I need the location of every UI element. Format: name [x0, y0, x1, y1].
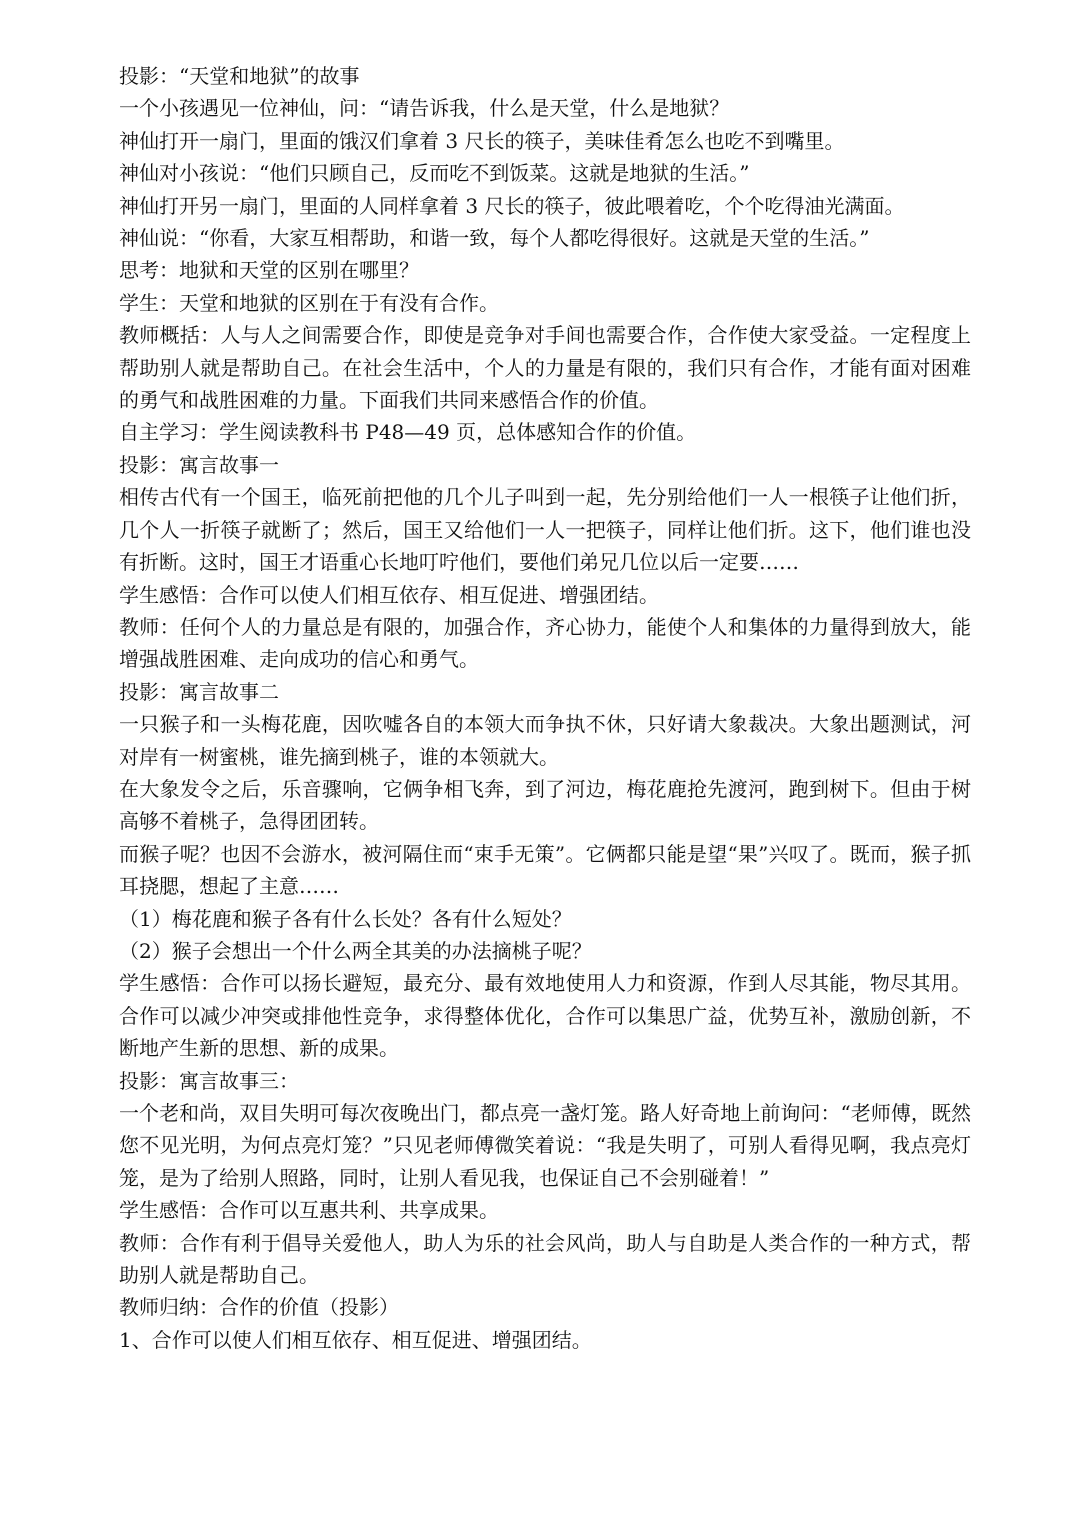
paragraph-11: 投影：寓言故事一	[119, 452, 279, 477]
paragraph-20: （2）猴子会想出一个什么两全其美的办法摘桃子呢？	[119, 938, 592, 963]
document-body	[119, 60, 971, 1356]
paragraph-9: 教师概括：人与人之间需要合作，即使是竞争对手间也需要合作，合作使大家受益。一定程度上帮助别人就是帮助自己。在社会生活中，个人的力量是有限的，我们只有合作，才能有面对困难的勇气和战胜困难的力量。下面我们共同来感悟合作的价值。	[119, 323, 971, 413]
paragraph-18: 而猴子呢？也因不会游水，被河隔住而“束手无策”。它俩都只能是望“果”兴叹了。既而，猴子抓耳挠腮，想起了主意……	[119, 841, 971, 899]
paragraph-15: 投影：寓言故事二	[119, 679, 279, 704]
paragraph-7: 思考：地狱和天堂的区别在哪里？	[119, 258, 419, 283]
paragraph-12: 相传古代有一个国王，临死前把他的几个儿子叫到一起，先分别给他们一人一根筷子让他们折，几个人一折筷子就断了；然后，国王又给他们一人一把筷子，同样让他们折。这下，他们谁也没有折断。这时，国王才语重心长地叮咛他们，要他们弟兄几位以后一定要……	[119, 485, 971, 575]
paragraph-2: 一个小孩遇见一位神仙，问：“请告诉我，什么是天堂，什么是地狱？	[119, 96, 730, 121]
paragraph-27: 1、合作可以使人们相互依存、相互促进、增强团结。	[119, 1327, 592, 1352]
paragraph-19: （1）梅花鹿和猴子各有什么长处？各有什么短处？	[119, 906, 572, 931]
paragraph-5: 神仙打开另一扇门，里面的人同样拿着 3 尺长的筷子，彼此喂着吃，个个吃得油光满面。	[119, 193, 905, 218]
paragraph-16: 一只猴子和一头梅花鹿，因吹嘘各自的本领大而争执不休，只好请大象裁决。大象出题测试，河对岸有一树蜜桃，谁先摘到桃子，谁的本领就大。	[119, 712, 971, 769]
paragraph-1: 投影：“天堂和地狱”的故事	[119, 64, 360, 88]
paragraph-17: 在大象发令之后，乐音骤响，它俩争相飞奔，到了河边，梅花鹿抢先渡河，跑到树下。但由于树高够不着桃子，急得团团转。	[119, 776, 971, 834]
paragraph-10: 自主学习：学生阅读教科书 P48—49 页，总体感知合作的价值。	[119, 420, 697, 445]
paragraph-26: 教师归纳：合作的价值（投影）	[119, 1295, 399, 1320]
paragraph-25: 教师：合作有利于倡导关爱他人，助人为乐的社会风尚，助人与自助是人类合作的一种方式，帮助别人就是帮助自己。	[119, 1230, 971, 1288]
paragraph-14: 教师：任何个人的力量总是有限的，加强合作，齐心协力，能使个人和集体的力量得到放大，能增强战胜困难、走向成功的信心和勇气。	[119, 614, 971, 672]
paragraph-23: 一个老和尚，双目失明可每次夜晚出门，都点亮一盏灯笼。路人好奇地上前询问：“老师傅，既然您不见光明，为何点亮灯笼？”只见老师傅微笑着说：“我是失明了，可别人看得见啊，我点亮灯笼，是为了给别人照路，同时，让别人看见我，也保证自己不会别碰着！”	[119, 1101, 971, 1190]
paragraph-8: 学生：天堂和地狱的区别在于有没有合作。	[119, 290, 499, 315]
paragraph-13: 学生感悟：合作可以使人们相互依存、相互促进、增强团结。	[119, 582, 659, 607]
paragraph-21: 学生感悟：合作可以扬长避短，最充分、最有效地使用人力和资源，作到人尽其能，物尽其用。合作可以减少冲突或排他性竞争，求得整体优化，合作可以集思广益，优势互补，激励创新，不断地产生新的思想、新的成果。	[119, 971, 971, 1061]
paragraph-4: 神仙对小孩说：“他们只顾自己，反而吃不到饭菜。这就是地狱的生活。”	[119, 161, 750, 186]
paragraph-3: 神仙打开一扇门，里面的饿汉们拿着 3 尺长的筷子，美味佳肴怎么也吃不到嘴里。	[119, 128, 845, 153]
paragraph-22: 投影：寓言故事三：	[119, 1068, 299, 1093]
paragraph-6: 神仙说：“你看，大家互相帮助，和谐一致，每个人都吃得很好。这就是天堂的生活。”	[119, 226, 870, 251]
paragraph-24: 学生感悟：合作可以互惠共利、共享成果。	[119, 1198, 499, 1223]
